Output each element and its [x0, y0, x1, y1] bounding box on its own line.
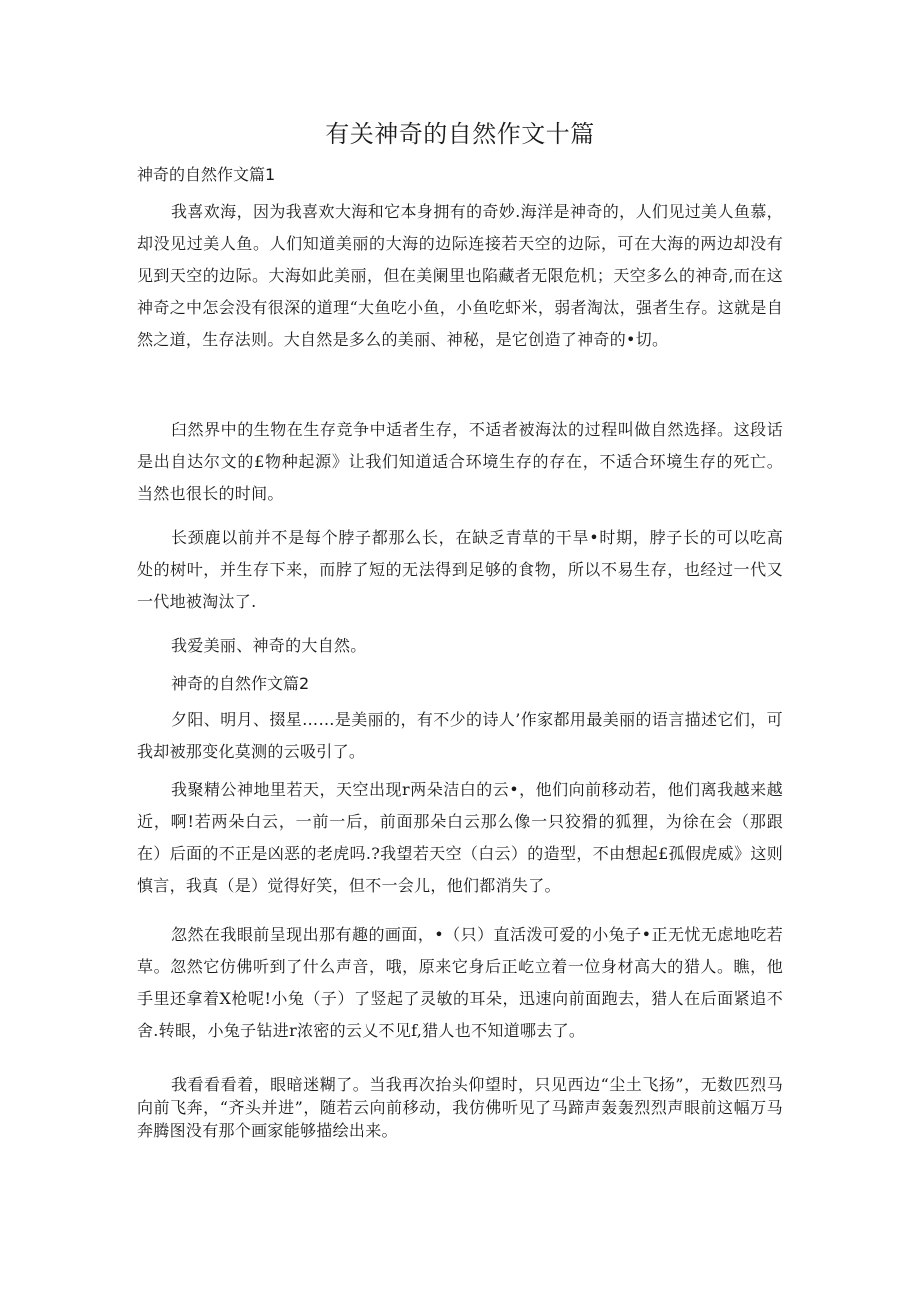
paragraph-1-3: 长颈鹿以前并不是每个脖子都那么长，在缺乏青草的干旱•时期，脖子长的可以吃高处的树叶，并生存下来，而脖了短的无法得到足够的食物，所以不易生存，也经过一代又一代地被淘汰了.: [137, 528, 783, 611]
paragraph-2-2: 我聚精公神地里若天，天空出现r两朵洁白的云•，他们向前移动若，他们离我越来越近，啊!若两朵白云，一前一后，前面那朵白云那么像一只狡猾的狐狸，为徐在会（那跟在）后面的不正是凶恶的老虎吗.?我望若天空（白云）的造型，不由想起£孤假虎威》这则慎言，我真（是）觉得好笑，但不一会儿，他们都消失了。: [137, 780, 783, 895]
paragraph-2-3: 忽然在我眼前呈现出那有趣的画面，•（只）直活泼可爱的小兔子•正无忧无虑地吃若草。忽然它仿佛听到了什么声音，哦，原来它身后正屹立着一位身材高大的猎人。瞧，他手里还拿着X枪呢!小兔（子）了竖起了灵敏的耳朵，迅速向前面跑去，猎人在后面紧追不舍.转眼，小兔子钻进r浓密的云乂不见f,猎人也不知道哪去了。: [137, 925, 783, 1040]
document-title: 有关神奇的自然作文十篇: [325, 120, 595, 148]
section-heading-2: 神奇的自然作文篇2: [171, 674, 310, 693]
paragraph-1-2: 臼然界中的生物在生存竞争中适者生存，不适者被海汰的过程叫做自然选择。这段话是出自达尔文的£物种起源》让我们知道适合环境生存的存在，不适合环境生存的死亡。当然也很长的时间。: [137, 420, 783, 503]
paragraph-1-1: 我喜欢海，因为我喜欢大海和它本身拥有的奇妙.海洋是神奇的，人们见过美人鱼慕，却没见过美人鱼。人们知道美丽的大海的边际连接若天空的边际，可在大海的两边却没有见到天空的边际。大海如此美丽，但在美阑里也陷藏者无限危机；天空多么的神奇,而在这神奇之中怎会没有很深的道理“大鱼吃小鱼，小鱼吃虾米，弱者淘汰，强者生存。这就是自然之道，生存法则。大自然是多么的美丽、神秘，是它创造了神奇的•切。: [137, 202, 783, 349]
section-heading-1: 神奇的自然作文篇1: [137, 165, 276, 184]
paragraph-2-1: 夕阳、明月、掇星……是美丽的，有不少的诗人’作家都用最美丽的语言描述它们，可我却被那变化莫测的云吸引了。: [137, 710, 783, 761]
paragraph-1-4: 我爱美丽、神奇的大自然。: [171, 636, 367, 655]
paragraph-2-4: 我看看看着，眼暗迷糊了。当我再次抬头仰望时，只见西边“尘土飞扬”，无数匹烈马向前飞奔，“齐头并进”，随若云向前移动，我仿佛听见了马蹄声轰轰烈烈声眼前这幅万马奔腾图没有那个画家能够描绘出来。: [137, 1075, 783, 1140]
